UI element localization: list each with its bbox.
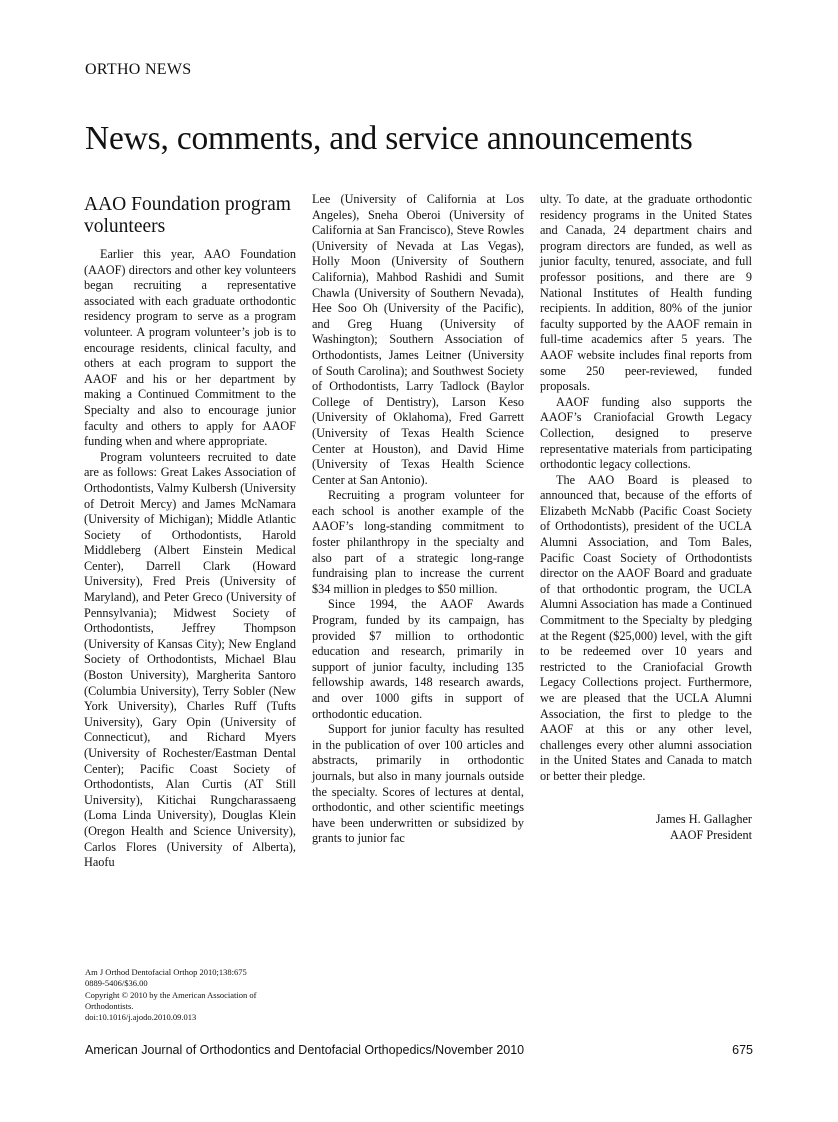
article-paragraph: Lee (University of California at Los Angeles), Sneha Oberoi (University of California at San Francisco), Steve Rowles (University of Nevada at Las Vegas), Holly Moon (University of Southern California), Mahbod Rashidi and Sumit Chawla (University of Southern Nevada), Hee Soo Oh (University of the Pacific), and Greg Huang (University of Washington); Southern Association of Orthodontists, James Leitner (University of South Carolina); and Southwest Society of Orthodontists, Larry Tadlock (Baylor College of Dentistry), Larson Keso (University of Oklahoma), Fred Garrett (University of Texas Health Science Center at Houston), and David Hime (University of Texas Health Science Center at San Antonio). [312,192,524,487]
copyright-notice: Copyright © 2010 by the American Association of Orthodontists. [85,989,257,1011]
article-paragraph: ulty. To date, at the graduate orthodontic residency programs in the United States and Canada, 24 department chairs and program directors are funded, as well as junior faculty, tenured, associate, and full professor positions, and there are 9 National Institutes of Health funding recipients. In addition, 80% of the junior faculty supported by the AAOF remain in full-time academics after 5 years. The AAOF website includes final reports from some 250 peer-reviewed, funded proposals. [540,192,752,394]
price-code: 0889-5406/$36.00 [85,978,148,989]
citation-block [85,967,305,1023]
signature [540,811,752,843]
page-number: 675 [732,1043,753,1057]
footer-journal: American Journal of Orthodontics and Dentofacial Orthopedics/November 2010 [85,1043,525,1057]
article-paragraph: The AAO Board is pleased to announced that, because of the efforts of Elizabeth McNabb (Pacific Coast Society of Orthodontists), president of the UCLA Alumni Association, and Tom Bales, Pacific Coast Society of Orthodontists director on the AAOF Board and graduate of that orthodontic program, the UCLA Alumni Association has made a Continued Commitment to the Specialty by pledging at the Regent ($25,000) level, with the gift to be redeemed over 10 years and restricted to the Craniofacial Growth Legacy Collections project. Furthermore, we are pleased that the UCLA Alumni Association, the first to pledge to the AAOF at this or any other level, challenges every other alumni association in the United States and Canada to match or better their pledge. [540,472,752,783]
article-heading: AAO Foundation program volunteers [84,194,291,237]
article-paragraph: Recruiting a program volunteer for each school is another example of the AAOF’s long-standing commitment to foster philanthropy in the specialty and also part of a strategic long-range fundraising plan to increase the current $34 million in pledges to $50 million. [312,488,524,596]
page-title: News, comments, and service announcements [85,120,693,157]
article-column-1 [84,192,296,871]
signature-title: AAOF President [669,827,752,842]
article-column-2 [312,192,524,847]
article-paragraph: AAOF funding also supports the AAOF’s Craniofacial Growth Legacy Collection, designed to preserve representative materials from participating orthodontic legacy collections. [540,394,752,472]
section-label: ORTHO NEWS [85,61,192,78]
article-paragraph: Since 1994, the AAOF Awards Program, funded by its campaign, has provided $7 million to orthodontic education and research, primarily in support of junior faculty, including 135 fellowship awards, 148 research awards, and over 1000 gifts in support of orthodontic education. [312,597,524,721]
article-paragraph: Support for junior faculty has resulted in the publication of over 100 articles and abstracts, primarily in orthodontic journals, but also in many journals outside the specialty. Scores of lectures at dental, orthodontic, and other scientific meetings have been underwritten or subsidized by grants to junior fac [312,722,524,846]
journal-reference: Am J Orthod Dentofacial Orthop 2010;138:675 [85,967,247,977]
signature-name: James H. Gallagher [655,811,752,826]
article-paragraph: Program volunteers recruited to date are as follows: Great Lakes Association of Orthodontists, Valmy Kulbersh (University of Detroit Mercy) and James McNamara (University of Michigan); Middle Atlantic Society of Orthodontists, Harold Middleberg (Albert Einstein Medical Center), Darrell Clark (Howard University), Fred Preis (University of Maryland), and Peter Greco (University of Pennsylvania); Midwest Society of Orthodontists, Jeffrey Thompson (University of Kansas City); New England Society of Orthodontists, Michael Blau (Boston University), Margherita Santoro (Columbia University), Terry Sobler (New York University), Charles Ruff (Tufts University), Gary Opin (University of Connecticut), and Richard Myers (University of Rochester/Eastman Dental Center); Pacific Coast Society of Orthodontists, Alan Curtis (AT Still University), Kitichai Rungcharassaeng (Loma Linda University), Douglas Klein (Oregon Health and Science University), Carlos Flores (University of Alberta), Haofu [84,449,296,870]
article-paragraph: Earlier this year, AAO Foundation (AAOF) directors and other key volunteers began recruiting a representative associated with each graduate orthodontic residency program to serve as a program volunteer. A program volunteer’s job is to encourage residents, clinical faculty, and others at each program to support the AAOF and his or her department by making a Continued Commitment to the Specialty and also to encourage junior faculty and others to apply for AAOF funding when and where appropriate. [84,247,296,449]
doi: doi:10.1016/j.ajodo.2010.09.013 [85,1012,197,1023]
article-column-3 [540,192,752,843]
